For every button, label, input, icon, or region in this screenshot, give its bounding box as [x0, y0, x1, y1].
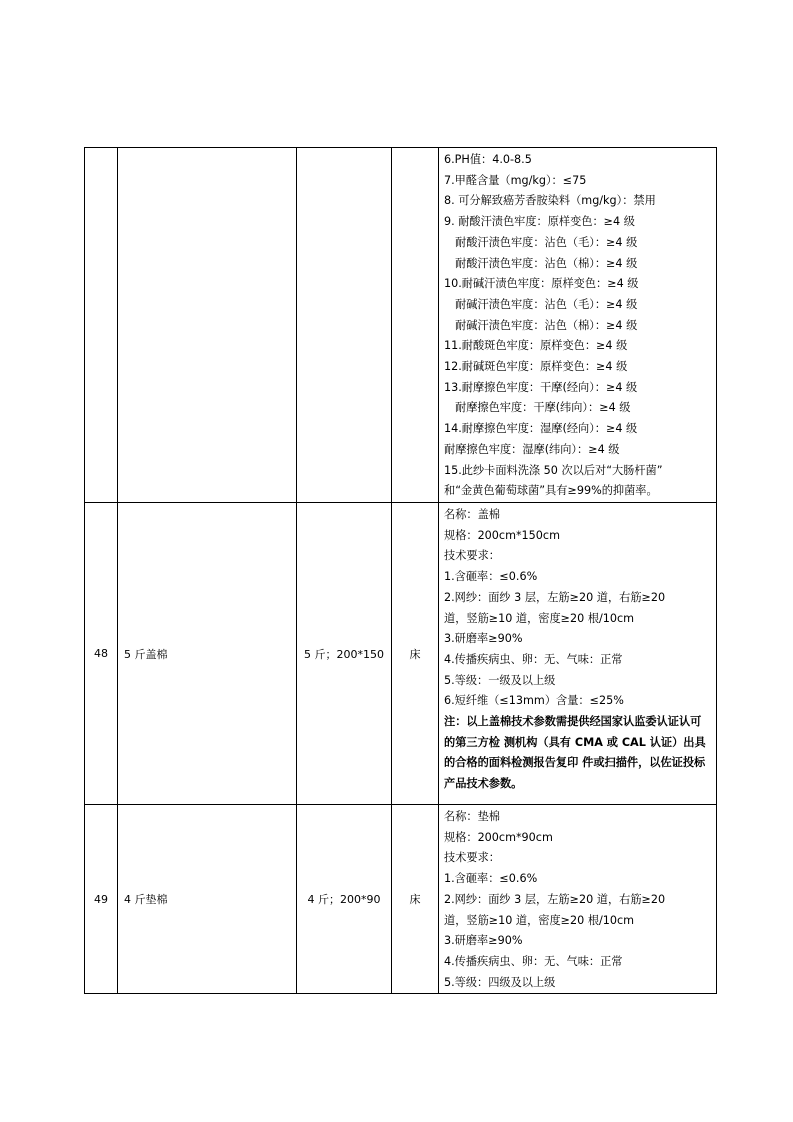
requirement-line: 名称：垫棉 [444, 810, 500, 823]
table-row [85, 805, 717, 994]
technical-requirements [439, 148, 717, 503]
requirement-line: 技术要求： [444, 851, 500, 865]
technical-requirements [439, 805, 717, 994]
product-name [118, 148, 297, 503]
row-number [85, 148, 118, 503]
requirement-line: 规格：200cm*90cm [444, 830, 553, 844]
requirement-line: 9. 耐酸汗渍色牢度：原样变色：≥4 级 [444, 215, 635, 229]
product-spec [297, 148, 392, 503]
requirement-line: 7.甲醛含量（mg/kg）：≤75 [444, 173, 587, 187]
product-name: 4 斤垫棉 [118, 805, 297, 994]
requirement-line: 耐摩擦色牢度：湿摩(纬向）：≥4 级 [444, 442, 620, 456]
requirement-line: 12.耐碱斑色牢度：原样变色：≥4 级 [444, 360, 628, 374]
requirement-line: 3.研磨率≥90% [444, 934, 523, 948]
requirement-line: 规格：200cm*150cm [444, 528, 560, 542]
requirement-line: 道，竖筋≥10 道，密度≥20 根/10cm [444, 611, 635, 625]
requirement-line: 14.耐摩擦色牢度：湿摩(经向）：≥4 级 [444, 422, 638, 436]
product-spec: 4 斤；200*90 [297, 805, 392, 994]
requirement-line: 2.网纱：面纱 3 层，左筋≥20 道，右筋≥20 [444, 590, 666, 604]
requirement-line: 4.传播疾病虫、卵：无、气味：正常 [444, 652, 623, 666]
requirement-line: 15.此纱卡面料洗涤 50 次以后对“大肠杆菌” [444, 463, 663, 477]
requirement-line: 2.网纱：面纱 3 层，左筋≥20 道，右筋≥20 [444, 892, 666, 906]
requirement-line: 技术要求： [444, 549, 500, 563]
requirement-line: 名称：盖棉 [444, 508, 500, 521]
table-row [85, 148, 717, 503]
requirement-line: 道，竖筋≥10 道，密度≥20 根/10cm [444, 913, 635, 927]
requirement-line: 5.等级：四级及以上级 [444, 975, 556, 989]
requirement-line: 耐摩擦色牢度：干摩(纬向）：≥4 级 [455, 401, 631, 415]
product-name: 5 斤盖棉 [118, 503, 297, 805]
requirement-line: 6.PH值：4.0-8.5 [444, 153, 532, 166]
requirement-line: 3.研磨率≥90% [444, 632, 523, 646]
requirement-line: 5.等级：一级及以上级 [444, 673, 556, 687]
requirement-line: 6.短纤维（≤13mm）含量：≤25% [444, 694, 624, 708]
row-number: 49 [85, 805, 118, 994]
technical-requirements [439, 503, 717, 805]
row-number: 48 [85, 503, 118, 805]
requirement-line: 耐酸汗渍色牢度：沾色（棉）：≥4 级 [455, 256, 638, 270]
spec-table [84, 147, 717, 994]
requirement-line: 8. 可分解致癌芳香胺染料（mg/kg）：禁用 [444, 194, 656, 208]
requirement-line: 耐酸汗渍色牢度：沾色（毛）：≥4 级 [455, 235, 638, 249]
requirement-line: 4.传播疾病虫、卵：无、气味：正常 [444, 954, 623, 968]
requirement-line: 13.耐摩擦色牢度：干摩(经向）：≥4 级 [444, 380, 638, 394]
product-unit: 床 [392, 805, 439, 994]
requirement-line: 11.耐酸斑色牢度：原样变色：≥4 级 [444, 339, 628, 353]
requirement-line: 10.耐碱汗渍色牢度：原样变色：≥4 级 [444, 277, 639, 291]
product-unit [392, 148, 439, 503]
product-unit: 床 [392, 503, 439, 805]
certification-note: 注：以上盖棉技术参数需提供经国家认监委认证认可的第三方检 测机构（具有 CMA 或 CAL 认证）出具的合格的面料检测报告复印 件或扫描件，以佐证投标产品技术参数。 [444, 715, 706, 791]
requirement-line: 1.含砸率：≤0.6% [444, 872, 538, 886]
requirement-line: 1.含砸率：≤0.6% [444, 570, 538, 584]
table-row [85, 503, 717, 805]
requirement-line: 耐碱汗渍色牢度：沾色（毛）：≥4 级 [455, 297, 638, 311]
product-spec: 5 斤；200*150 [297, 503, 392, 805]
requirement-line: 和“金黄色葡萄球菌”具有≥99%的抑菌率。 [444, 484, 658, 498]
requirement-line: 耐碱汗渍色牢度：沾色（棉）：≥4 级 [455, 318, 638, 332]
